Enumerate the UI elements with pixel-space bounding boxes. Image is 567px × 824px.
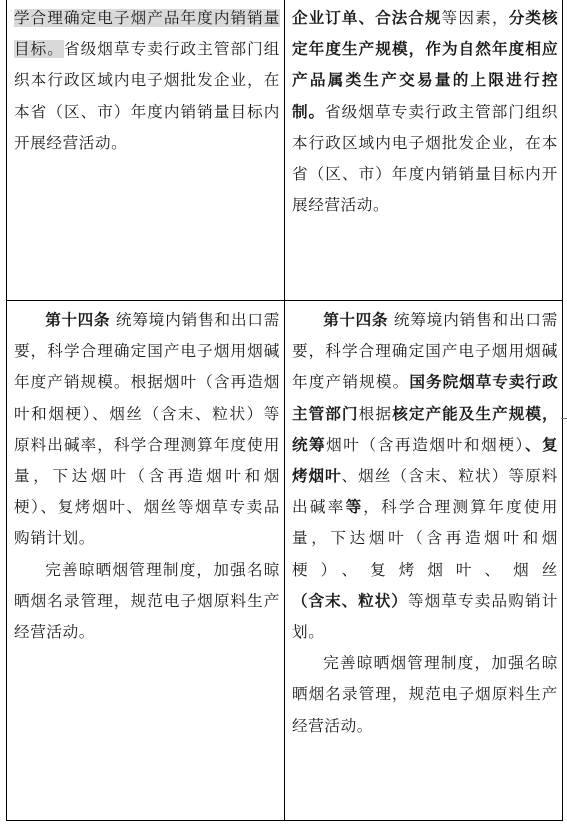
text-run: 完善晾晒烟管理制度，加强名晾晒烟名录管理，规范电子烟原料生产经营活动。: [292, 654, 558, 735]
paragraph: [14, 3, 280, 159]
text-run: 统筹境内销售和出口需要，科学合理确定国产电子烟用烟碱年度产销规模。根据烟叶（含再造烟叶和烟梗）、烟丝（含末、粒状）等原料出碱率，科学合理测算年度使用量，下达烟叶（含再造烟叶和烟梗）、复烤烟叶、烟丝等烟草专卖品购销计划。: [14, 311, 280, 548]
text-run: 省级烟草专卖行政主管部门组织本行政区域内电子烟批发企业，在本省（区、市）年度内销销量目标内开展经营活动。: [292, 102, 558, 215]
text-run: 完善晾晒烟管理制度，加强名晾晒烟名录管理，规范电子烟原料生产经营活动。: [14, 560, 280, 642]
text-run: 省级烟草专卖行政主管部门组织本行政区域内电子烟批发企业，在本省（区、市）年度内销销量目标内开展经营活动。: [14, 40, 280, 152]
margin-mark: [561, 418, 567, 419]
left-border: [6, 0, 7, 821]
right-border: [562, 0, 563, 821]
row1-right-cell: [292, 3, 558, 221]
bold-text: 国务院烟草专卖行政主管部门: [292, 373, 558, 423]
paragraph: [14, 305, 280, 555]
text-run: 等因素，: [441, 9, 509, 27]
text-run: 等烟草专卖品购销计划。: [292, 591, 558, 642]
row2-right-cell: [292, 305, 558, 742]
bold-text: 第十四条: [45, 311, 111, 329]
bold-text: （含末、粒状）: [292, 591, 408, 610]
paragraph: [292, 3, 558, 221]
text-run: 、烟丝（含末、粒状）等原料出碱率: [292, 467, 558, 517]
bold-text: 第十四条: [323, 311, 389, 329]
row2-left-cell: [14, 305, 280, 648]
bold-text: 核定产能及生产规模，统筹: [292, 404, 558, 454]
paragraph: [292, 648, 558, 742]
text-run: 统筹境内销售和出口需要，科学合理确定国产电子烟用烟碱年度产销规模。: [292, 311, 558, 392]
bold-text: 分类核定年度生产规模，作为自然年度相应产品属类生产交易量的上限进行控制。: [292, 9, 558, 121]
bottom-border: [6, 820, 563, 821]
text-run: ，科学合理测算年度使用量，下达烟叶（含再造烟叶和烟梗）、复烤烟叶、烟丝: [292, 498, 558, 579]
text-run: 根据: [358, 404, 393, 423]
highlighted-text: 学合理确定电子烟产品年度内销销量目标。: [14, 9, 280, 59]
row-divider: [6, 300, 563, 301]
paragraph: [14, 555, 280, 649]
bold-text: 、复烤烟叶: [292, 435, 558, 486]
bold-text: 企业订单、合法合规: [292, 9, 442, 27]
text-run: 烟叶（含再造烟叶和烟梗）: [326, 435, 525, 454]
column-divider: [284, 0, 285, 821]
bold-text: 等: [345, 498, 364, 517]
paragraph: [292, 305, 558, 648]
row1-left-cell: [14, 3, 280, 159]
